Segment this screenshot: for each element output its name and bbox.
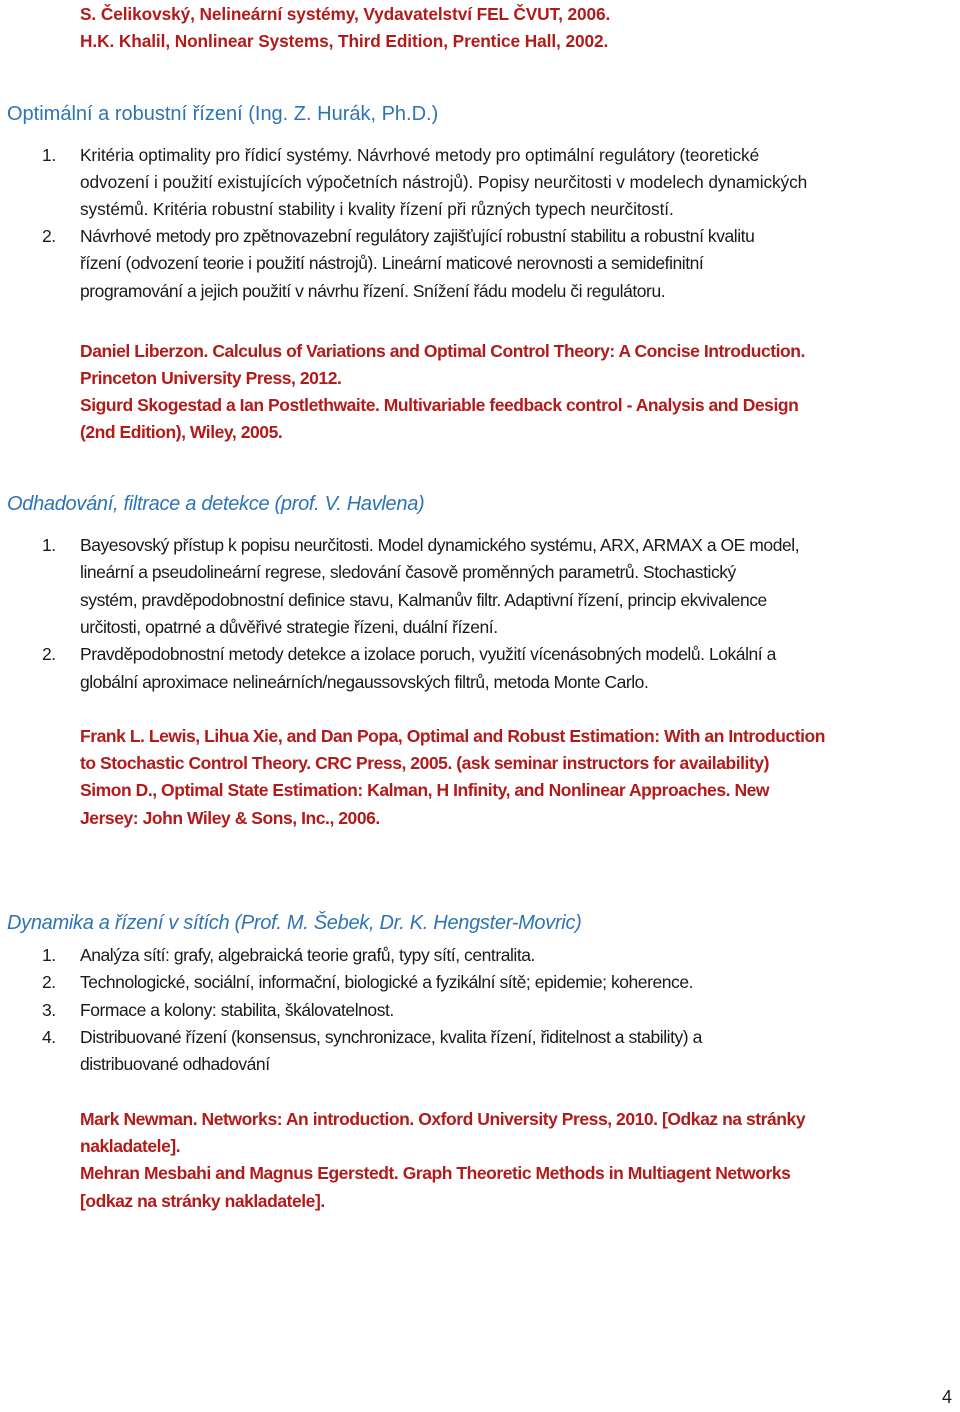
list-item-line: Pravděpodobnostní metody detekce a izolace poruch, využití vícenásobných modelů. Lokální a bbox=[80, 644, 776, 664]
page-number: 4 bbox=[942, 1387, 953, 1407]
list-item-line: lineární a pseudolineární regrese, sledování časově proměnných parametrů. Stochastický bbox=[80, 562, 736, 582]
list-item-number: 1. bbox=[42, 535, 56, 555]
reference-line: nakladatele]. bbox=[80, 1136, 181, 1156]
list-item-line: programování a jejich použití v návrhu řízení. Snížení řádu modelu či regulátoru. bbox=[80, 281, 666, 301]
list-item-line: systémů. Kritéria robustní stability i kvality řízení při různých typech neurčitostí. bbox=[80, 199, 674, 219]
list-item-number: 2. bbox=[42, 644, 56, 664]
reference-line: Jersey: John Wiley & Sons, Inc., 2006. bbox=[80, 808, 380, 828]
list-item-number: 1. bbox=[42, 945, 56, 965]
list-item-line: Distribuované řízení (konsensus, synchronizace, kvalita řízení, řiditelnost a stability) a bbox=[80, 1027, 702, 1047]
reference-line: to Stochastic Control Theory. CRC Press, 2005. (ask seminar instructors for availability) bbox=[80, 753, 770, 773]
list-item-line: Kritéria optimality pro řídicí systémy. Návrhové metody pro optimální regulátory (teoretické bbox=[80, 145, 760, 165]
list-item-line: odvození i použití existujících výpočetních nástrojů). Popisy neurčitosti v modelech dynamických bbox=[80, 172, 808, 192]
list-item-line: Bayesovský přístup k popisu neurčitosti. Model dynamického systému, ARX, ARMAX a OE model, bbox=[80, 535, 800, 555]
reference-line: (2nd Edition), Wiley, 2005. bbox=[80, 422, 283, 442]
list-item-number: 3. bbox=[42, 1000, 56, 1020]
reference-line: Mehran Mesbahi and Magnus Egerstedt. Graph Theoretic Methods in Multiagent Networks bbox=[80, 1163, 791, 1183]
reference-line: Simon D., Optimal State Estimation: Kalman, H Infinity, and Nonlinear Approaches. New bbox=[80, 780, 770, 800]
reference-line: Sigurd Skogestad a Ian Postlethwaite. Multivariable feedback control - Analysis and Design bbox=[80, 395, 799, 415]
list-item-line: systém, pravděpodobnostní definice stavu, Kalmanův filtr. Adaptivní řízení, princip ekvivalence bbox=[80, 590, 767, 610]
reference-line: [odkaz na stránky nakladatele]. bbox=[80, 1191, 325, 1211]
list-item-line: řízení (odvození teorie i použití nástrojů). Lineární maticové nerovnosti a semidefinitní bbox=[80, 253, 704, 273]
list-item-line: Analýza sítí: grafy, algebraická teorie grafů, typy sítí, centralita. bbox=[80, 945, 535, 965]
list-item-line: globální aproximace nelineárních/negaussovských filtrů, metoda Monte Carlo. bbox=[80, 672, 649, 692]
list-item-line: Formace a kolony: stabilita, škálovatelnost. bbox=[80, 1000, 394, 1020]
list-item-number: 2. bbox=[42, 226, 56, 246]
reference-line: Daniel Liberzon. Calculus of Variations and Optimal Control Theory: A Concise Introduction. bbox=[80, 341, 805, 361]
reference-line: Mark Newman. Networks: An introduction. Oxford University Press, 2010. [Odkaz na stránky bbox=[80, 1109, 806, 1129]
reference-line: H.K. Khalil, Nonlinear Systems, Third Edition, Prentice Hall, 2002. bbox=[80, 31, 609, 51]
reference-line: S. Čelikovský, Nelineární systémy, Vydavatelství FEL ČVUT, 2006. bbox=[80, 4, 611, 24]
list-item-number: 2. bbox=[42, 972, 56, 992]
section-heading: Optimální a robustní řízení (Ing. Z. Hurák, Ph.D.) bbox=[7, 103, 439, 125]
reference-line: Princeton University Press, 2012. bbox=[80, 368, 342, 388]
list-item-line: Návrhové metody pro zpětnovazební regulátory zajišťující robustní stabilitu a robustní kvalitu bbox=[80, 226, 755, 246]
section-heading: Dynamika a řízení v sítích (Prof. M. Šebek, Dr. K. Hengster-Movric) bbox=[7, 912, 582, 934]
list-item-number: 1. bbox=[42, 145, 57, 165]
list-item-line: distribuované odhadování bbox=[80, 1054, 270, 1074]
section-heading: Odhadování, filtrace a detekce (prof. V. Havlena) bbox=[7, 493, 425, 515]
reference-line: Frank L. Lewis, Lihua Xie, and Dan Popa, Optimal and Robust Estimation: With an Introduction bbox=[80, 726, 826, 746]
list-item-number: 4. bbox=[42, 1027, 56, 1047]
list-item-line: Technologické, sociální, informační, biologické a fyzikální sítě; epidemie; koherence. bbox=[80, 972, 694, 992]
list-item-line: určitosti, opatrné a důvěřivé strategie řízeni, duální řízení. bbox=[80, 617, 498, 637]
